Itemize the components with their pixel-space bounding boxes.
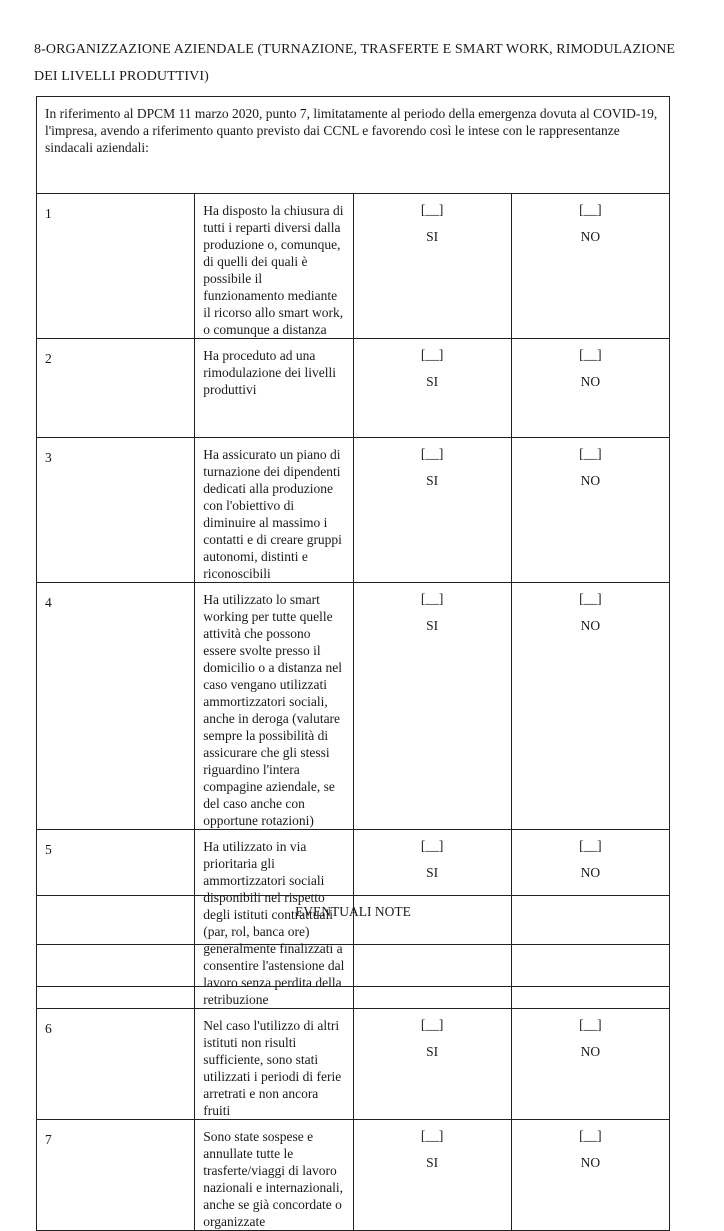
yes-label: SI xyxy=(426,1155,439,1170)
questionnaire-table xyxy=(36,96,670,1231)
no-checkbox[interactable]: [__] xyxy=(579,1128,602,1143)
item-number: 4 xyxy=(37,583,195,830)
item-text: Ha disposto la chiusura di tutti i reparti diversi dalla produzione o, comunque, di quelli dei quali è possibile il funzionamento mediante il ricorso allo smart work, o comunque a distanza xyxy=(195,194,353,339)
item-row xyxy=(37,339,670,438)
item-text: Sono state sospese e annullate tutte le trasferte/viaggi di lavoro nazionali e internazionali, anche se già concordate o organizzate xyxy=(195,1120,353,1231)
item-text: Ha proceduto ad una rimodulazione dei livelli produttivi xyxy=(195,339,353,438)
item-number: 7 xyxy=(37,1120,195,1231)
item-row xyxy=(37,194,670,339)
item-text: Ha utilizzato in via prioritaria gli ammortizzatori sociali disponibili nel rispetto degli istituti contrattuali (par, rol, banca ore) generalmente finalizzati a consentire l'astensione dal lavoro senza perdita della retribuzione xyxy=(195,830,353,1009)
no-checkbox[interactable]: [__] xyxy=(579,591,602,606)
item-row xyxy=(37,1009,670,1120)
yes-checkbox[interactable]: [__] xyxy=(420,202,444,217)
notes-table xyxy=(36,895,670,987)
answer-yes-cell[interactable] xyxy=(353,1009,511,1120)
no-checkbox[interactable]: [__] xyxy=(579,347,602,362)
no-checkbox[interactable]: [__] xyxy=(579,446,602,461)
no-label: NO xyxy=(580,1155,601,1170)
answer-no-cell[interactable] xyxy=(511,339,669,438)
yes-checkbox[interactable]: [__] xyxy=(420,347,444,362)
item-row xyxy=(37,1120,670,1231)
notes-field[interactable] xyxy=(37,945,670,987)
no-label: NO xyxy=(580,374,601,389)
answer-no-cell[interactable] xyxy=(511,1009,669,1120)
answer-no-cell[interactable] xyxy=(511,1120,669,1231)
item-row xyxy=(37,583,670,830)
intro-row xyxy=(37,97,670,194)
item-row xyxy=(37,438,670,583)
no-checkbox[interactable]: [__] xyxy=(579,838,602,853)
no-label: NO xyxy=(580,473,601,488)
answer-yes-cell[interactable] xyxy=(353,194,511,339)
yes-checkbox[interactable]: [__] xyxy=(420,591,444,606)
no-checkbox[interactable]: [__] xyxy=(579,1017,602,1032)
answer-no-cell[interactable] xyxy=(511,194,669,339)
item-number: 3 xyxy=(37,438,195,583)
yes-checkbox[interactable]: [__] xyxy=(420,838,444,853)
notes-title: EVENTUALI NOTE xyxy=(37,896,670,945)
yes-label: SI xyxy=(426,1044,439,1059)
answer-yes-cell[interactable] xyxy=(353,339,511,438)
yes-label: SI xyxy=(426,618,439,633)
section-heading: 8-ORGANIZZAZIONE AZIENDALE (TURNAZIONE, TRASFERTE E SMART WORK, RIMODULAZIONE DEI LIVELLI PRODUTTIVI) xyxy=(34,42,676,84)
yes-checkbox[interactable]: [__] xyxy=(420,1128,444,1143)
yes-checkbox[interactable]: [__] xyxy=(420,446,444,461)
yes-checkbox[interactable]: [__] xyxy=(420,1017,444,1032)
item-text: Ha assicurato un piano di turnazione dei dipendenti dedicati alla produzione con l'obiettivo di diminuire al massimo i contatti e di creare gruppi autonomi, distinti e riconoscibili xyxy=(195,438,353,583)
answer-yes-cell[interactable] xyxy=(353,583,511,830)
no-label: NO xyxy=(580,618,601,633)
no-label: NO xyxy=(580,1044,601,1059)
item-text: Ha utilizzato lo smart working per tutte quelle attività che possono essere svolte presso il domicilio o a distanza nel caso vengano utilizzati ammortizzatori sociali, anche in deroga (valutare sempre la possibilità di assicurare che gli stessi riguardino l'intera compagine aziendale, se del caso anche con opportune rotazioni) xyxy=(195,583,353,830)
no-checkbox[interactable]: [__] xyxy=(579,202,602,217)
answer-no-cell[interactable] xyxy=(511,438,669,583)
answer-yes-cell[interactable] xyxy=(353,1120,511,1231)
item-rows xyxy=(37,194,670,1231)
item-text: Nel caso l'utilizzo di altri istituti non risulti sufficiente, sono stati utilizzati i periodi di ferie arretrati e non ancora fruiti xyxy=(195,1009,353,1120)
answer-yes-cell[interactable] xyxy=(353,438,511,583)
yes-label: SI xyxy=(426,229,439,244)
yes-label: SI xyxy=(426,865,439,880)
item-number: 5 xyxy=(37,830,195,1009)
no-label: NO xyxy=(580,229,601,244)
yes-label: SI xyxy=(426,473,439,488)
yes-label: SI xyxy=(426,374,439,389)
item-number: 1 xyxy=(37,194,195,339)
item-number: 6 xyxy=(37,1009,195,1120)
answer-no-cell[interactable] xyxy=(511,583,669,830)
item-number: 2 xyxy=(37,339,195,438)
no-label: NO xyxy=(580,865,601,880)
intro-text: In riferimento al DPCM 11 marzo 2020, punto 7, limitatamente al periodo della emergenza dovuta al COVID-19, l'impresa, avendo a riferimento quanto previsto dai CCNL e favorendo così le intese con le rappresentanze sindacali aziendali: xyxy=(37,97,670,194)
